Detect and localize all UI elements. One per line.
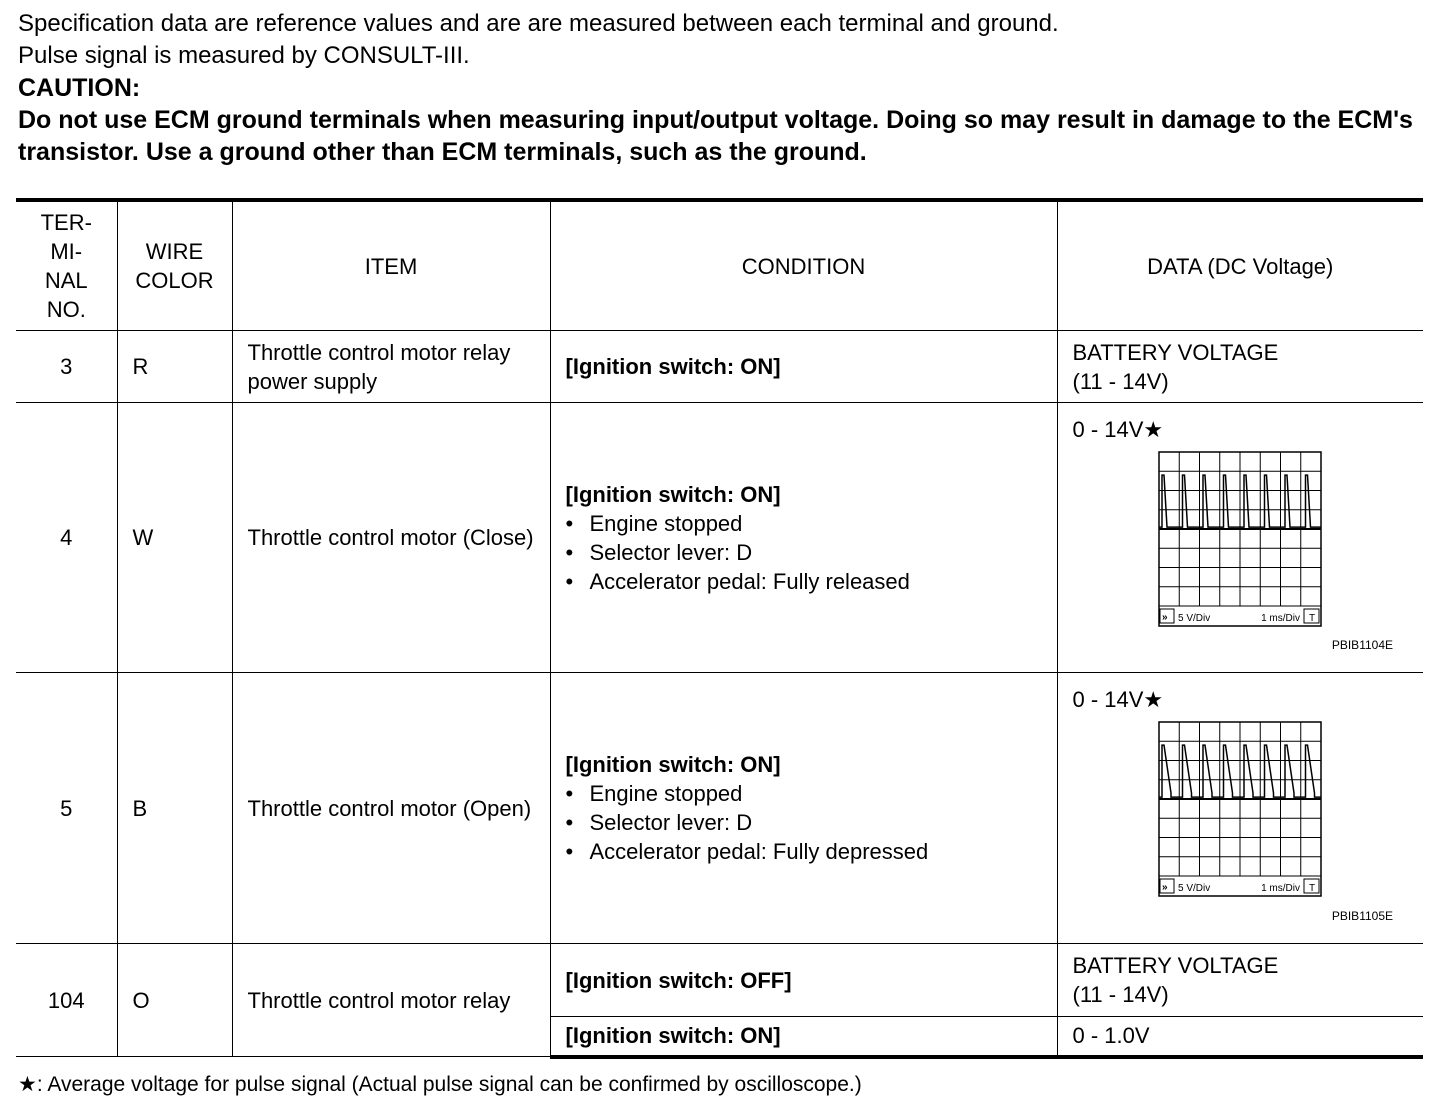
item: Throttle control motor (Close)	[232, 403, 550, 673]
oscilloscope-waveform	[1157, 720, 1323, 900]
condition-bullet: • Engine stopped	[566, 509, 1042, 538]
data-value: 0 - 14V★	[1072, 687, 1164, 712]
trigger-label: T	[1308, 883, 1315, 894]
footnote-text: : Average voltage for pulse signal (Actual pulse signal can be confirmed by oscilloscope.)	[36, 1073, 862, 1096]
condition: [Ignition switch: OFF]	[550, 944, 1057, 1017]
wire-color: W	[117, 403, 232, 673]
data-line: BATTERY VOLTAGE	[1072, 953, 1279, 978]
caution-title: CAUTION:	[18, 74, 141, 102]
header-data: DATA (DC Voltage)	[1057, 200, 1423, 331]
scope-arrow-icon: »	[1161, 612, 1168, 623]
oscilloscope-waveform	[1157, 450, 1323, 630]
data	[1057, 331, 1423, 403]
condition: [Ignition switch: ON]	[550, 331, 1057, 403]
condition	[550, 403, 1057, 673]
time-per-div: 1 ms/Div	[1260, 613, 1300, 624]
condition-title: [Ignition switch: ON]	[565, 481, 781, 507]
table-row	[16, 403, 1423, 673]
table-row	[16, 944, 1423, 1017]
data	[1057, 673, 1423, 944]
figure-code: PBIB1105E	[1331, 909, 1393, 923]
condition	[550, 673, 1057, 944]
data: 0 - 1.0V	[1057, 1017, 1423, 1057]
item: Throttle control motor relay	[232, 944, 550, 1057]
caution-text: Do not use ECM ground terminals when measuring input/output voltage. Doing so may result in damage to the ECM's transistor. Use a ground other than ECM terminals, such as the ground.	[18, 106, 1413, 166]
volts-per-div: 5 V/Div	[1177, 613, 1210, 624]
wire-color: B	[117, 673, 232, 944]
trigger-label: T	[1308, 613, 1315, 624]
terminal-no: 104	[16, 944, 117, 1057]
header-condition: CONDITION	[550, 200, 1057, 331]
condition-bullet: • Accelerator pedal: Fully released	[566, 567, 1042, 596]
data-line: BATTERY VOLTAGE	[1072, 339, 1279, 365]
figure-code: PBIB1104E	[1331, 638, 1393, 652]
wire-color: R	[117, 331, 232, 403]
table-row	[16, 673, 1423, 944]
terminal-no: 5	[16, 673, 117, 944]
item: Throttle control motor (Open)	[232, 673, 550, 944]
table-header	[16, 200, 1423, 331]
header-wire: WIRE COLOR	[117, 200, 232, 331]
condition: [Ignition switch: ON]	[550, 1017, 1057, 1057]
wire-color: O	[117, 944, 232, 1057]
condition-bullet: • Engine stopped	[566, 779, 1042, 808]
data-line: (11 - 14V)	[1072, 368, 1169, 394]
footnote	[18, 1072, 862, 1097]
terminal-no: 4	[16, 403, 117, 673]
data-value: 0 - 14V★	[1072, 417, 1164, 442]
intro	[18, 8, 1428, 168]
time-per-div: 1 ms/Div	[1260, 883, 1300, 894]
volts-per-div: 5 V/Div	[1177, 883, 1210, 894]
intro-line-2: Pulse signal is measured by CONSULT-III.	[18, 42, 470, 69]
table-row	[16, 331, 1423, 403]
header-item: ITEM	[232, 200, 550, 331]
star-icon: ★	[18, 1073, 37, 1096]
condition-bullet: • Selector lever: D	[566, 808, 1042, 837]
condition-title: [Ignition switch: ON]	[565, 752, 781, 777]
item: Throttle control motor relay power supply	[232, 331, 550, 403]
header-terminal: TER-MI-NAL NO.	[16, 200, 117, 331]
data	[1057, 944, 1423, 1017]
scope-arrow-icon: »	[1161, 882, 1168, 893]
intro-line-1: Specification data are reference values and are are measured between each terminal and ground.	[18, 10, 1059, 37]
data-line: (11 - 14V)	[1072, 982, 1169, 1007]
condition-bullet: • Selector lever: D	[566, 538, 1042, 567]
condition-bullet: • Accelerator pedal: Fully depressed	[566, 837, 1042, 866]
terminal-table	[16, 198, 1423, 1059]
terminal-no: 3	[16, 331, 117, 403]
data	[1057, 403, 1423, 673]
